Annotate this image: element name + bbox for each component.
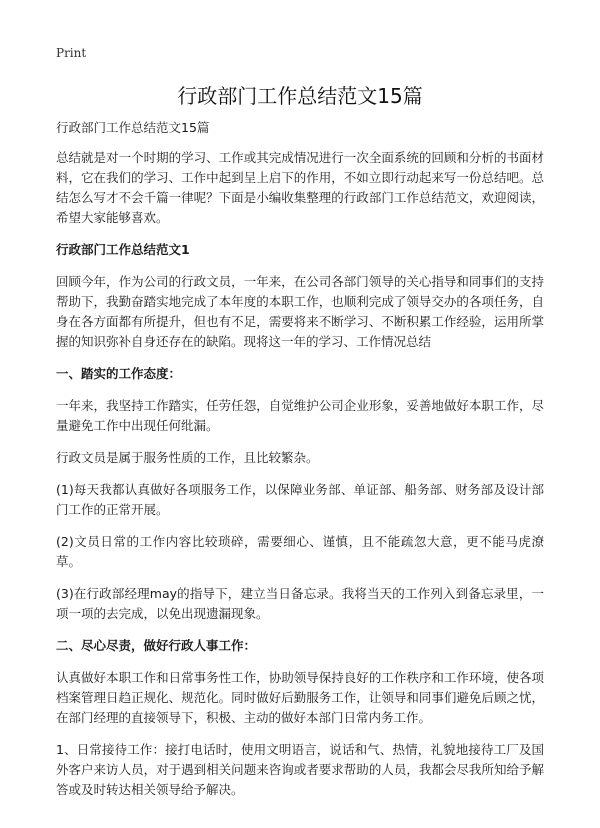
part1-paragraph-2: 行政文员是属于服务性质的工作，且比较繁杂。 <box>56 450 319 465</box>
intro-paragraph: 总结就是对一个时期的学习、工作或其完成情况进行一次全面系统的回顾和分析的书面材料，它在我们的学习、工作中起到呈上启下的作用，不如立即行动起来写一份总结吧。总结怎么写才不会千篇一律呢？下面是小编收集整理的行政部门工作总结范文，欢迎阅读，希望大家能够喜欢。 <box>56 150 544 225</box>
part2-paragraph: 认真做好本职工作和日常事务性工作，协助领导保持良好的工作秩序和工作环境，使各项档案管理日趋正规化、规范化。同时做好后勤服务工作，让领导和同事们避免后顾之忧，在部门经理的直接领导下，积极、主动的做好本部门日常内务工作。 <box>56 670 544 725</box>
part1-paragraph: 一年来，我坚持工作踏实，任劳任怨，自觉维护公司企业形象，妥善地做好本职工作，尽量避免工作中出现任何纰漏。 <box>56 398 544 433</box>
subtitle: 行政部门工作总结范文15篇 <box>56 120 210 135</box>
part1-list-item-1: (1)每天我都认真做好各项服务工作，以保障业务部、单证部、船务部、财务部及设计部门工作的正常开展。 <box>56 482 544 517</box>
document-body <box>56 118 544 812</box>
part2-heading: 二、尽心尽责，做好行政人事工作： <box>56 638 257 653</box>
part1-heading: 一、踏实的工作态度： <box>56 366 182 381</box>
page-title: 行政部门工作总结范文15篇 <box>177 84 423 108</box>
print-label[interactable]: Print <box>56 46 87 60</box>
part1-list-item-3: (3)在行政部经理may的指导下，建立当日备忘录。我将当天的工作列入到备忘录里，一项一项的去完成，以免出现遗漏现象。 <box>56 586 544 621</box>
part2-list-item-1: 1、日常接待工作：接打电话时，使用文明语言，说话和气、热情，礼貌地接待工厂及国外客户来访人员，对于遇到相关问题来咨询或者要求帮助的人员，我都会尽我所知给予解答或及时转达相关领导给予解决。 <box>56 742 544 797</box>
part1-list-item-2: (2)文员日常的工作内容比较琐碎，需要细心、谨慎，且不能疏忽大意，更不能马虎潦草。 <box>56 534 544 569</box>
section-paragraph: 回顾今年，作为公司的行政文员，一年来，在公司各部门领导的关心指导和同事们的支持帮助下，我勤奋踏实地完成了本年度的本职工作，也顺利完成了领导交办的各项任务，自身在各方面都有所提升，但也有不足，需要将来不断学习、不断积累工作经验，运用所掌握的知识弥补自身还存在的缺陷。现将这一年的学习、工作情况总结 <box>56 274 544 349</box>
section-heading: 行政部门工作总结范文1 <box>56 242 190 257</box>
